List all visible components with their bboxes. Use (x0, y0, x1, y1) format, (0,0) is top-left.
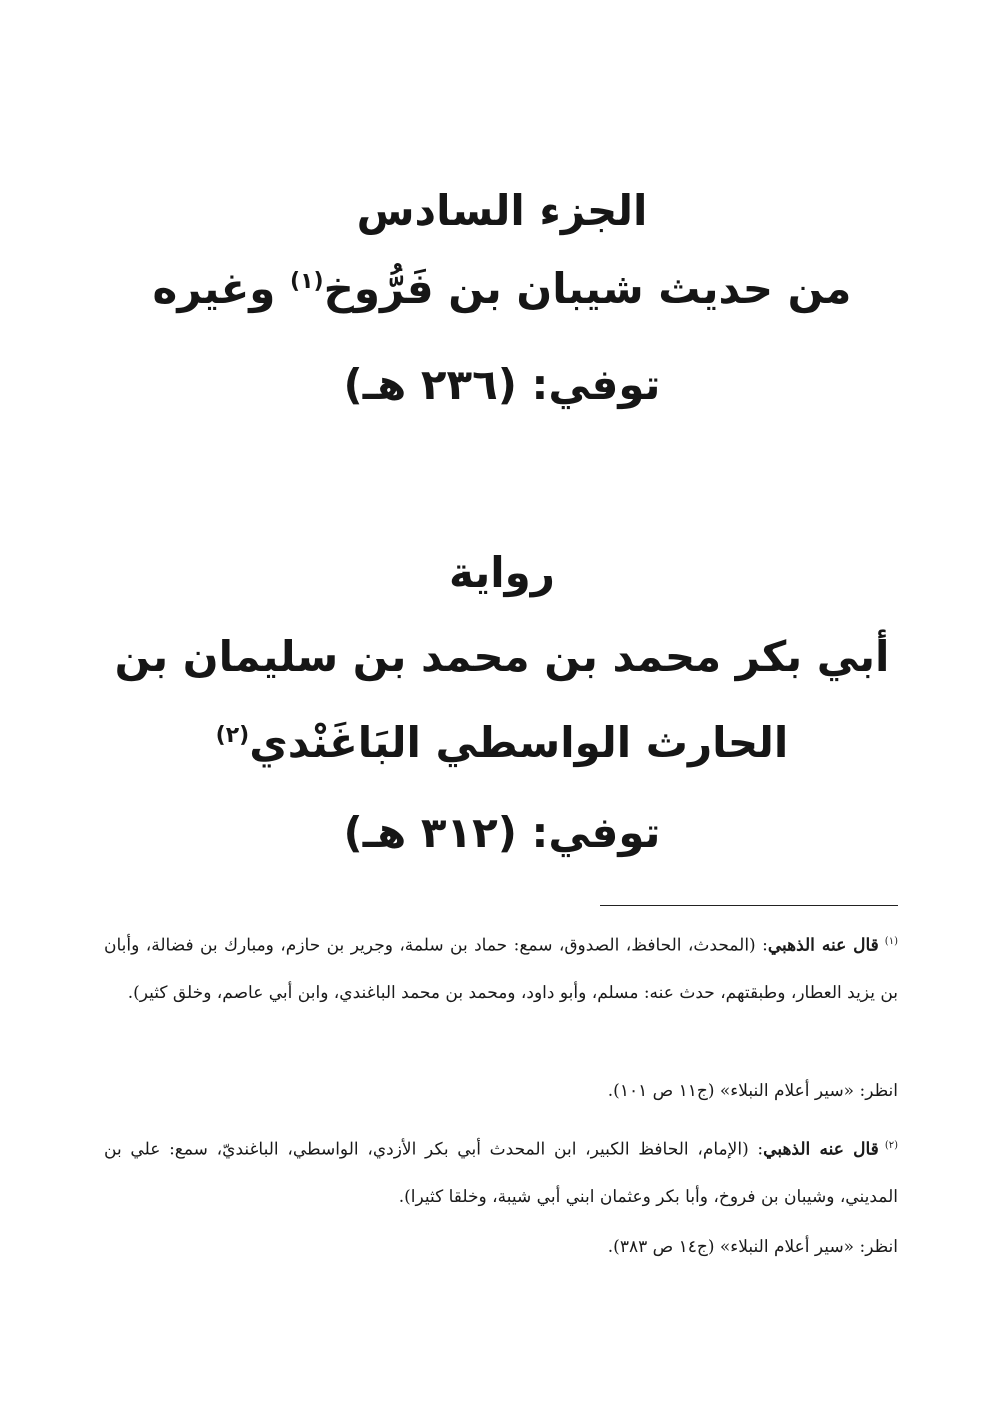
footnote-marker-2: (٢) (215, 723, 250, 748)
footnote-2 (104, 1122, 898, 1221)
part-title: الجزء السادس (356, 186, 648, 235)
source-others: وغيره (152, 264, 276, 313)
footnote-separator (600, 905, 898, 906)
narrator-name-end: الحارث الواسطي البَاغَنْدي (249, 718, 789, 767)
footnote-1-text: : (المحدث، الحافظ، الصدوق، سمع: حماد بن سلمة، وجرير بن حازم، ومبارك بن فضالة، وأبان بن يزيد العطار، وطبقتهم، حدث عنه: مسلم، وأبو داود، ومحمد بن محمد الباغندي، وابن أبي عاصم، وخلق كثير). (104, 935, 898, 1003)
footnote-2-number: (٢) (884, 1140, 898, 1151)
narrator-name-line2 (60, 718, 944, 767)
source-name: من حديث شيبان بن فَرُّوخ (323, 264, 852, 313)
riwaya-label: رواية (449, 548, 555, 597)
footnote-2-lead: قال عنه الذهبي (763, 1139, 879, 1160)
footnote-1-reference: انظر: «سير أعلام النبلاء» (ج١١ ص ١٠١). (607, 1081, 898, 1101)
footnote-1-number: (١) (884, 936, 898, 947)
death-date-1: توفي: (٢٣٦ هـ) (343, 360, 661, 409)
footnote-2-text: : (الإمام، الحافظ الكبير، ابن المحدث أبي بكر الأزدي، الواسطي، الباغنديّ، سمع: علي بن المديني، وشيبان بن فروخ، وأبا بكر وعثمان ابني أبي شيبة، وخلقا كثيرا). (104, 1139, 898, 1207)
footnote-2-reference: انظر: «سير أعلام النبلاء» (ج١٤ ص ٣٨٣). (607, 1237, 898, 1257)
narrator-name-line1: أبي بكر محمد بن محمد بن سليمان بن (114, 632, 890, 681)
footnote-marker-1: (١) (290, 269, 324, 294)
footnote-1 (104, 918, 898, 1017)
hadith-source-title (60, 264, 944, 313)
death-date-2: توفي: (٣١٢ هـ) (343, 808, 661, 857)
footnote-1-lead: قال عنه الذهبي (767, 935, 879, 956)
